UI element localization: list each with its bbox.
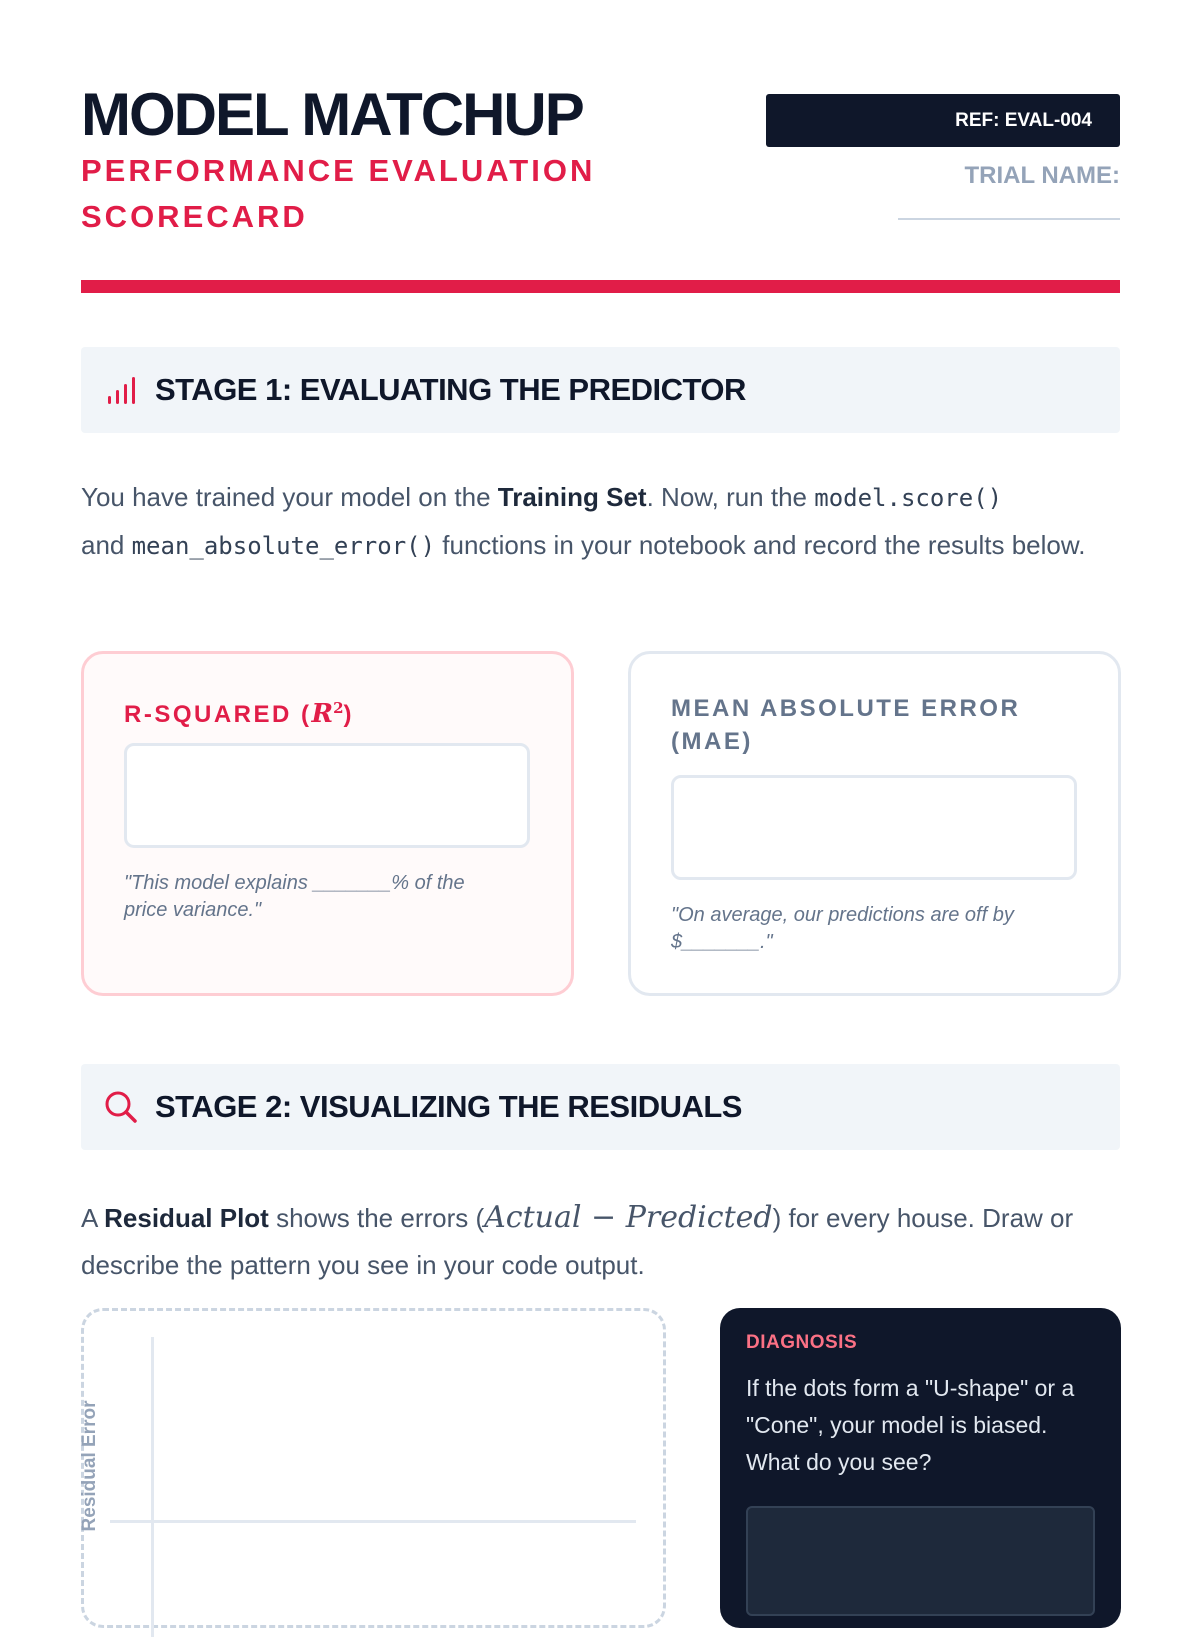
mae-hint: "On average, our predictions are off by $_______." bbox=[671, 904, 1014, 953]
magnifier-icon bbox=[103, 1089, 139, 1125]
diagnosis-panel bbox=[720, 1308, 1121, 1628]
intro-emphasis: Residual Plot bbox=[104, 1203, 269, 1233]
intro-text: . Now, run the bbox=[646, 482, 815, 512]
trial-name-label: TRIAL NAME: bbox=[964, 162, 1120, 189]
math-predicted: Predicted bbox=[625, 1200, 773, 1235]
stage1-instructions bbox=[81, 474, 1131, 570]
stage2-instructions bbox=[81, 1194, 1131, 1289]
stage2-title: STAGE 2: VISUALIZING THE RESIDUALS bbox=[155, 1089, 742, 1124]
r-squared-hint: "This model explains _______% of the price variance." bbox=[124, 872, 465, 921]
intro-text: ) for every house. Draw or describe the pattern you see in your code output. bbox=[81, 1203, 1074, 1280]
code-model-score: model.score() bbox=[814, 484, 1003, 512]
r-squared-label bbox=[124, 692, 524, 731]
r-squared-card bbox=[81, 651, 574, 996]
math-minus: − bbox=[581, 1200, 626, 1235]
y-axis-label: Residual Error bbox=[79, 1400, 100, 1532]
intro-text: You have trained your model on the bbox=[81, 482, 498, 512]
mae-label: MEAN ABSOLUTE ERROR (MAE) bbox=[671, 695, 1021, 755]
bar-chart-icon bbox=[103, 372, 139, 408]
code-mae-function: mean_absolute_error() bbox=[131, 532, 436, 560]
r-squared-label-end: ) bbox=[343, 701, 355, 728]
diagnosis-title: DIAGNOSIS bbox=[746, 1332, 858, 1353]
stage2-header bbox=[81, 1064, 1120, 1150]
diagnosis-prompt: If the dots form a "U-shape" or a "Cone", your model is biased. What do you see? bbox=[746, 1375, 1075, 1475]
intro-emphasis: Training Set bbox=[497, 482, 647, 512]
r-symbol: R bbox=[311, 699, 334, 729]
intro-text: A bbox=[81, 1203, 105, 1233]
plot-y-axis bbox=[151, 1337, 154, 1637]
math-actual: Actual bbox=[484, 1200, 582, 1235]
intro-text: and bbox=[81, 530, 132, 560]
mae-card bbox=[628, 651, 1121, 996]
stage1-title: STAGE 1: EVALUATING THE PREDICTOR bbox=[155, 372, 746, 407]
r-squared-input[interactable] bbox=[124, 743, 530, 848]
stage1-header bbox=[81, 347, 1120, 433]
intro-text: shows the errors ( bbox=[268, 1203, 485, 1233]
intro-text: functions in your notebook and record the results below. bbox=[435, 530, 1086, 560]
page-subtitle: PERFORMANCE EVALUATION SCORECARD bbox=[81, 153, 596, 234]
r-exponent: 2 bbox=[333, 699, 344, 717]
plot-zero-line bbox=[110, 1520, 636, 1523]
residual-plot-area[interactable] bbox=[81, 1308, 666, 1628]
page-title: MODEL MATCHUP bbox=[81, 81, 583, 148]
reference-badge: REF: EVAL-004 bbox=[766, 94, 1120, 147]
mae-input[interactable] bbox=[671, 775, 1077, 880]
trial-name-field[interactable] bbox=[898, 218, 1120, 220]
header-divider bbox=[81, 280, 1120, 293]
r-squared-label-text: R-SQUARED ( bbox=[124, 701, 312, 728]
